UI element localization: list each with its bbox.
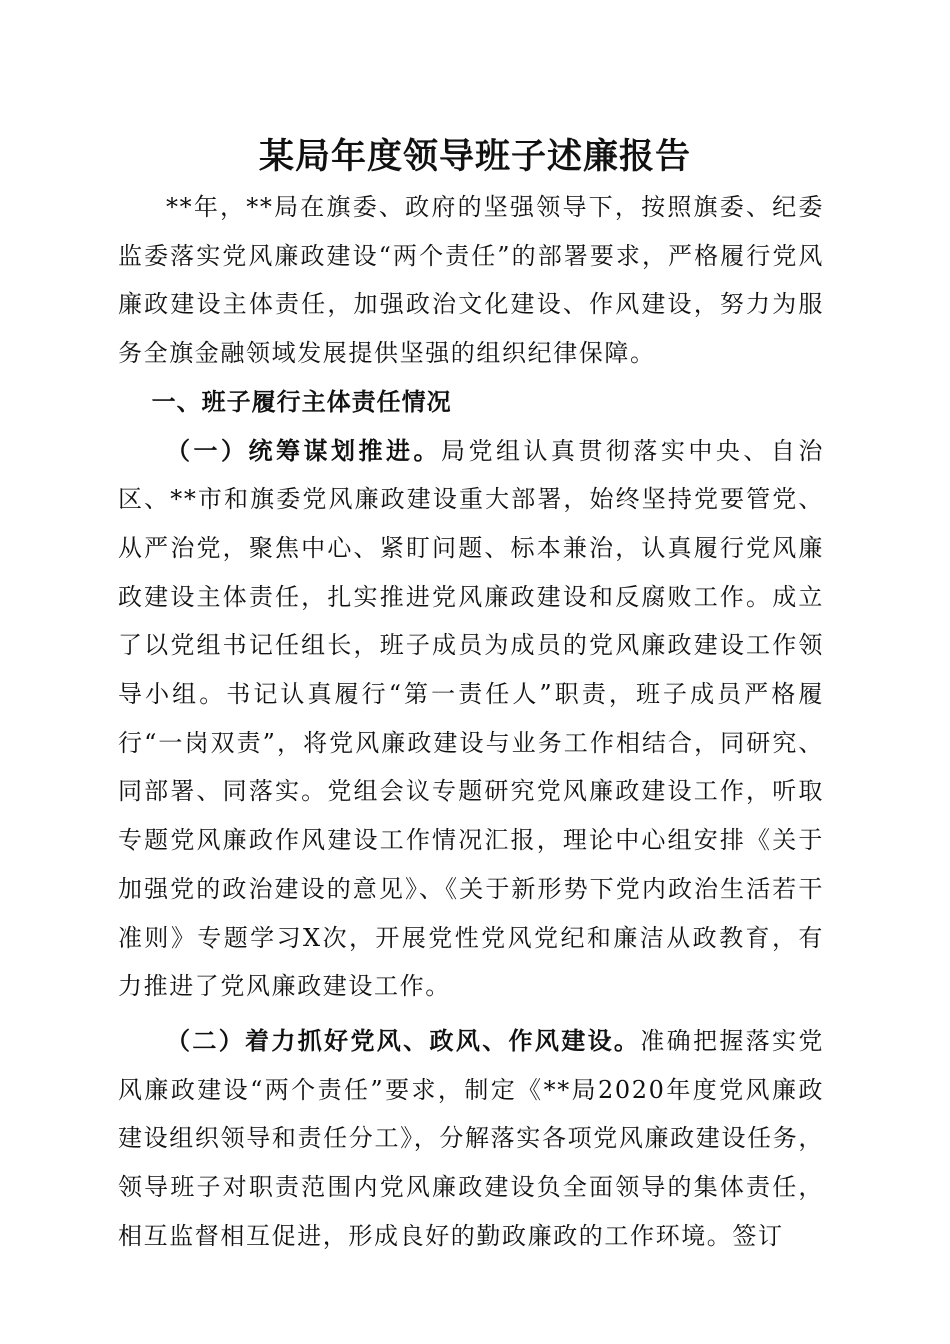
section-heading-1: 一、班子履行主体责任情况 (151, 387, 452, 416)
subsection-paragraph-1 (118, 427, 824, 1011)
subsection-text-2: 准确把握落实党风廉政建设“两个责任”要求，制定《**局2020年度党风廉政建设组织领导和责任分工》，分解落实各项党风廉政建设任务，领导班子对职责范围内党风廉政建设负全面领导的集体责任，相互监督相互促进，形成良好的勤政廉政的工作环境。签订 (118, 1026, 824, 1250)
document-title: 某局年度领导班子述廉报告 (258, 136, 691, 177)
subsection-text-1: 局党组认真贯彻落实中央、自治区、**市和旗委党风廉政建设重大部署，始终坚持党要管党、从严治党，聚焦中心、紧盯问题、标本兼治，认真履行党风廉政建设主体责任，扎实推进党风廉政建设和反腐败工作。成立了以党组书记任组长，班子成员为成员的党风廉政建设工作领导小组。书记认真履行“第一责任人”职责，班子成员严格履行“一岗双责”，将党风廉政建设与业务工作相结合，同研究、同部署、同落实。党组会议专题研究党风廉政建设工作，听取专题党风廉政作风建设工作情况汇报，理论中心组安排《关于加强党的政治建设的意见》、《关于新形势下党内政治生活若干准则》专题学习X次，开展党性党风党纪和廉洁从政教育，有力推进了党风廉政建设工作。 (118, 436, 824, 1001)
subsection-lead-1: （一）统筹谋划推进。 (166, 436, 441, 465)
subsection-paragraph-2 (118, 1017, 824, 1261)
document-body (118, 183, 824, 1260)
intro-paragraph: **年，**局在旗委、政府的坚强领导下，按照旗委、纪委监委落实党风廉政建设“两个责任”的部署要求，严格履行党风廉政建设主体责任，加强政治文化建设、作风建设，努力为服务全旗金融领域发展提供坚强的组织纪律保障。 (118, 193, 824, 368)
subsection-lead-2: （二）着力抓好党风、政风、作风建设。 (166, 1026, 641, 1055)
